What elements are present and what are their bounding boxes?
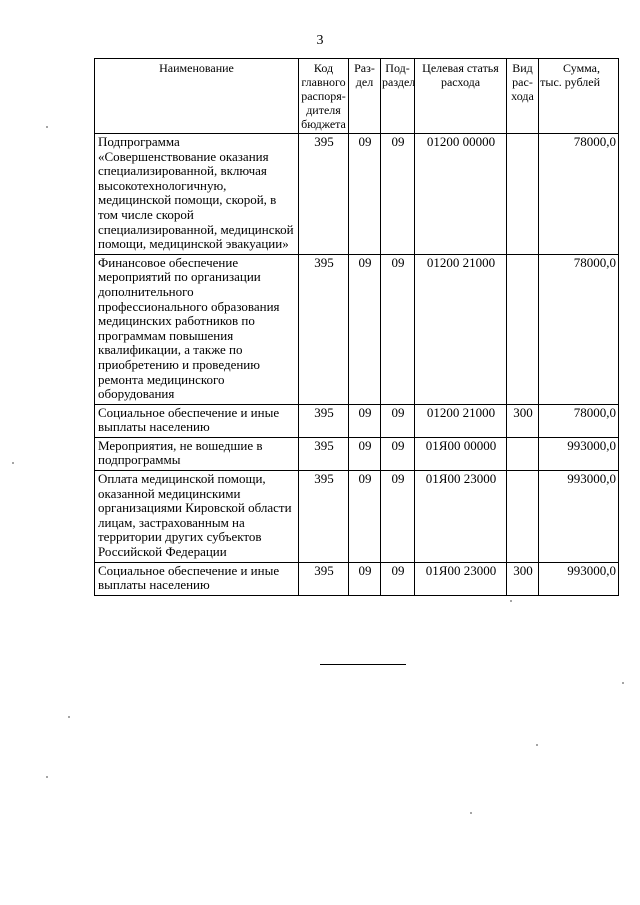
scan-speck: [46, 776, 48, 778]
table-row: [95, 134, 619, 255]
row-type: [507, 134, 539, 255]
row-type: [507, 254, 539, 404]
row-code: 395: [299, 471, 349, 563]
scan-speck: [622, 682, 624, 684]
header-amount: Сумма, тыс. рублей: [539, 59, 619, 134]
budget-table: [94, 58, 619, 596]
row-name: Социальное обеспечение и иные выплаты населению: [95, 404, 299, 437]
row-section: 09: [349, 437, 381, 470]
row-amount: 78000,0: [539, 134, 619, 255]
table-row: [95, 471, 619, 563]
row-code: 395: [299, 404, 349, 437]
row-code: 395: [299, 254, 349, 404]
row-name: Мероприятия, не вошедшие в подпрограммы: [95, 437, 299, 470]
table-header-row: [95, 59, 619, 134]
table-row: [95, 254, 619, 404]
row-target: 01Я00 00000: [415, 437, 507, 470]
scan-speck: [46, 126, 48, 128]
table-row: [95, 562, 619, 595]
header-subsection: Под-раздел: [381, 59, 415, 134]
row-amount: 993000,0: [539, 437, 619, 470]
scan-speck: [470, 812, 472, 814]
row-target: 01Я00 23000: [415, 562, 507, 595]
row-amount: 78000,0: [539, 404, 619, 437]
row-section: 09: [349, 562, 381, 595]
row-target: 01200 00000: [415, 134, 507, 255]
row-section: 09: [349, 404, 381, 437]
row-name: Финансовое обеспечение мероприятий по организации дополнительного профессионального образования медицинских работников по программам повышения квалификации, а также по приобретению и проведению ремонта медицинского оборудования: [95, 254, 299, 404]
table-row: [95, 437, 619, 470]
row-subsection: 09: [381, 562, 415, 595]
row-code: 395: [299, 134, 349, 255]
row-subsection: 09: [381, 471, 415, 563]
scan-speck: [510, 600, 512, 602]
end-of-document-line: [320, 664, 406, 665]
row-section: 09: [349, 134, 381, 255]
row-amount: 78000,0: [539, 254, 619, 404]
row-target: 01200 21000: [415, 254, 507, 404]
header-target-article: Целевая статья расхода: [415, 59, 507, 134]
header-expense-type: Вид рас-хода: [507, 59, 539, 134]
header-section: Раз-дел: [349, 59, 381, 134]
table-row: [95, 404, 619, 437]
row-name: Оплата медицинской помощи, оказанной медицинскими организациями Кировской области лицам, застрахованным на территории других субъектов Российской Федерации: [95, 471, 299, 563]
row-amount: 993000,0: [539, 562, 619, 595]
row-section: 09: [349, 254, 381, 404]
row-target: 01200 21000: [415, 404, 507, 437]
row-target: 01Я00 23000: [415, 471, 507, 563]
row-name: Подпрограмма «Совершенствование оказания специализированной, включая высокотехнологичную, медицинской помощи, скорой, в том числе скорой специализированной, медицинской помощи, медицинской эвакуации»: [95, 134, 299, 255]
row-type: 300: [507, 562, 539, 595]
row-subsection: 09: [381, 404, 415, 437]
row-subsection: 09: [381, 437, 415, 470]
row-subsection: 09: [381, 134, 415, 255]
header-name: Наименование: [95, 59, 299, 134]
row-subsection: 09: [381, 254, 415, 404]
row-section: 09: [349, 471, 381, 563]
row-code: 395: [299, 562, 349, 595]
row-name: Социальное обеспечение и иные выплаты населению: [95, 562, 299, 595]
page-number: 3: [316, 33, 324, 48]
scan-speck: [12, 462, 14, 464]
scan-speck: [536, 744, 538, 746]
row-type: [507, 437, 539, 470]
scan-speck: [68, 716, 70, 718]
row-type: 300: [507, 404, 539, 437]
row-code: 395: [299, 437, 349, 470]
row-type: [507, 471, 539, 563]
row-amount: 993000,0: [539, 471, 619, 563]
header-code: Код главного распоря-дителя бюджета: [299, 59, 349, 134]
